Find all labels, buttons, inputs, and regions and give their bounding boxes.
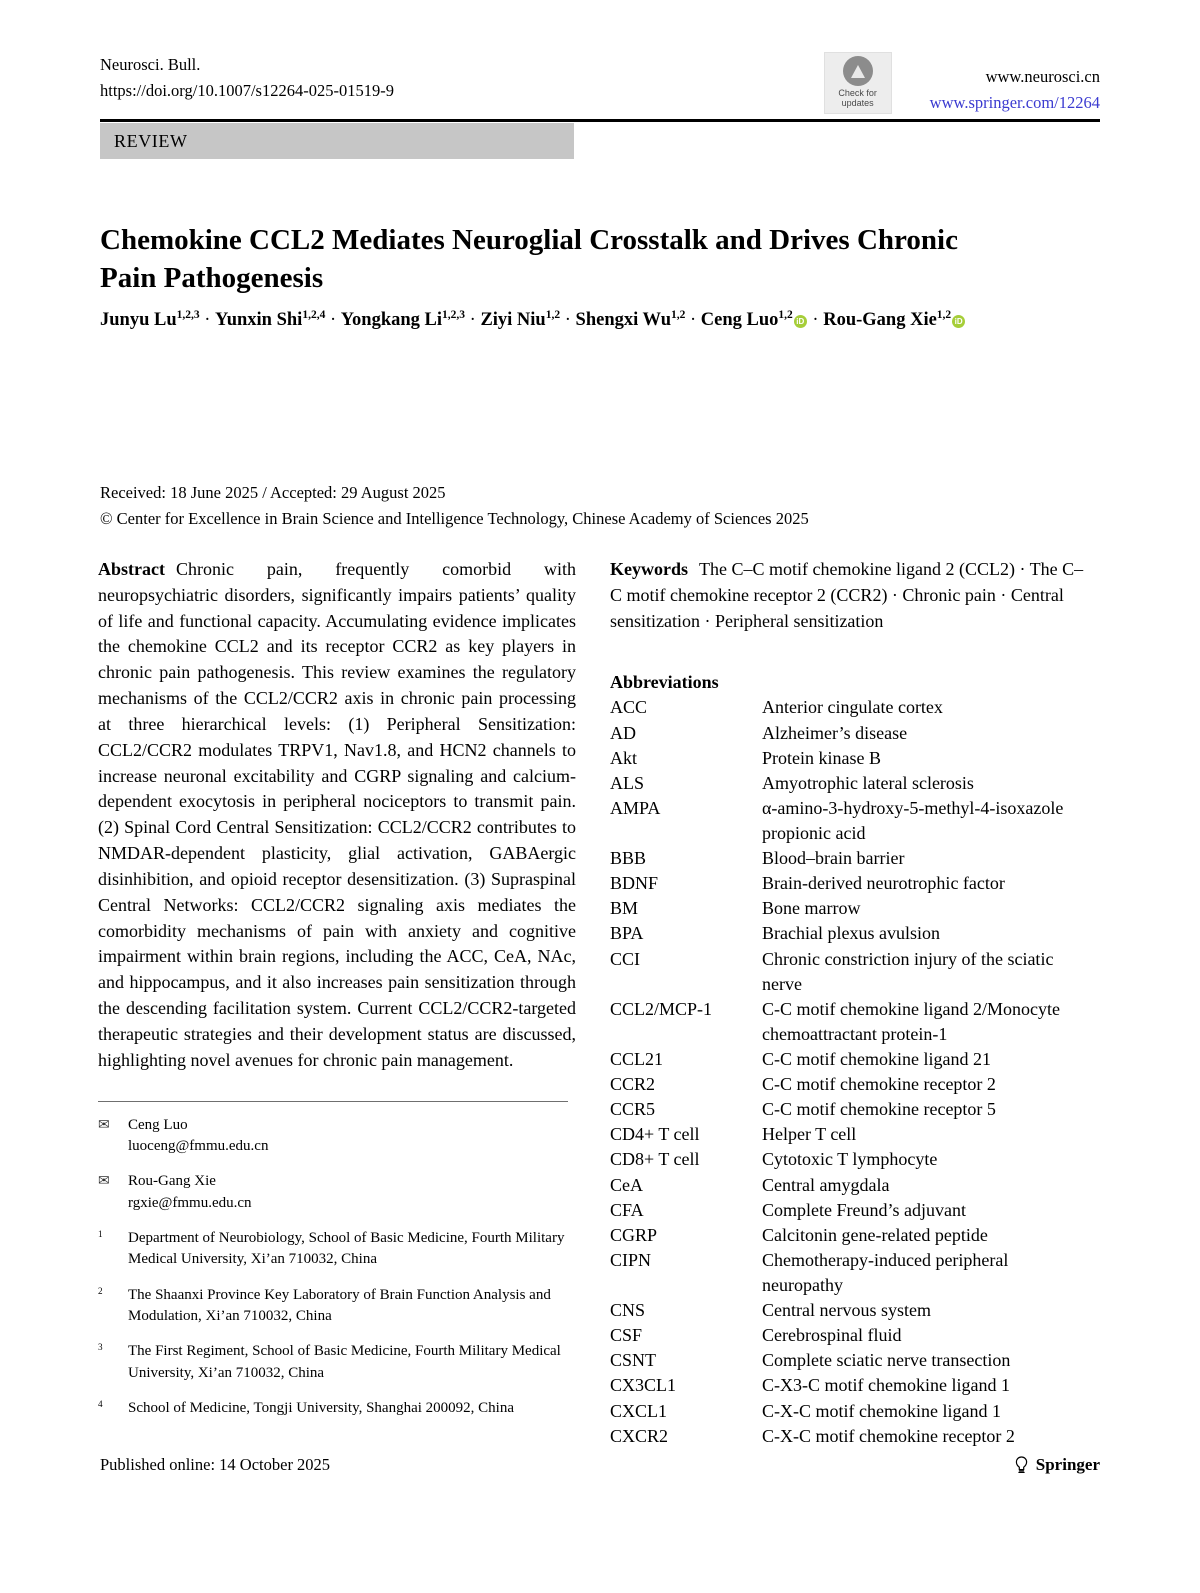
abbreviation-term: CGRP bbox=[610, 1224, 658, 1245]
abbreviation-row bbox=[610, 947, 1090, 997]
abbreviation-row bbox=[610, 1323, 1090, 1348]
abbreviation-definition: C-C motif chemokine ligand 2/Monocyte chemoattractant protein-1 bbox=[762, 998, 1060, 1044]
crossmark-line2: updates bbox=[841, 98, 874, 109]
author-affiliation-marker: 1,2 bbox=[778, 308, 793, 321]
affiliation-list bbox=[98, 1228, 576, 1419]
check-for-updates-label bbox=[838, 88, 877, 108]
abbreviation-term: CSNT bbox=[610, 1350, 657, 1371]
author-name: Yongkang Li bbox=[340, 310, 443, 330]
article-type-banner bbox=[100, 123, 574, 159]
abbreviation-row bbox=[610, 1298, 1090, 1323]
abbreviation-term: CCL21 bbox=[610, 1049, 664, 1070]
correspondence-item bbox=[98, 1115, 576, 1158]
abbreviation-definition: C-X3-C motif chemokine ligand 1 bbox=[762, 1375, 1010, 1396]
affiliation-item bbox=[98, 1285, 576, 1328]
abbreviation-row bbox=[610, 1248, 1090, 1298]
abbreviation-definition: Cerebrospinal fluid bbox=[762, 1325, 902, 1346]
abbreviation-term: CCI bbox=[610, 948, 641, 969]
author-list bbox=[100, 306, 980, 334]
correspondence-divider bbox=[98, 1101, 568, 1102]
correspondence-body bbox=[128, 1171, 576, 1214]
keywords-text: The C–C motif chemokine ligand 2 (CCL2) · The C–C motif chemokine receptor 2 (CCR2) · Chronic pain · Central sensitization · Peripheral sensitization bbox=[610, 559, 1084, 631]
author-separator: · bbox=[560, 310, 576, 330]
abbreviation-row bbox=[610, 871, 1090, 896]
affiliation-item bbox=[98, 1341, 576, 1384]
abbreviation-term: CCR2 bbox=[610, 1074, 656, 1095]
abbreviation-term: CFA bbox=[610, 1199, 644, 1220]
author-name: Ziyi Niu bbox=[480, 310, 546, 330]
affiliation-text: The First Regiment, School of Basic Medicine, Fourth Military Medical University, Xi’an 710032, China bbox=[128, 1343, 561, 1381]
author-name: Ceng Luo bbox=[700, 310, 779, 330]
abstract-section bbox=[98, 557, 576, 1074]
abbreviation-row bbox=[610, 921, 1090, 946]
abbreviation-definition: C-C motif chemokine receptor 5 bbox=[762, 1099, 996, 1120]
corresponding-author-name: Ceng Luo bbox=[128, 1116, 188, 1133]
abbreviation-definition: Calcitonin gene-related peptide bbox=[762, 1224, 988, 1245]
abbreviation-term: CCL2/MCP-1 bbox=[610, 998, 713, 1019]
abbreviation-row bbox=[610, 997, 1090, 1047]
abbreviation-row bbox=[610, 1223, 1090, 1248]
abbreviation-definition: Alzheimer’s disease bbox=[762, 722, 908, 743]
abbreviation-definition: Helper T cell bbox=[762, 1124, 857, 1145]
crossmark-line1: Check for bbox=[838, 88, 877, 98]
abbreviation-term: CXCL1 bbox=[610, 1400, 668, 1421]
abbreviation-term: CNS bbox=[610, 1300, 646, 1321]
abbreviation-term: Akt bbox=[610, 747, 637, 768]
affiliation-text: The Shaanxi Province Key Laboratory of Brain Function Analysis and Modulation, Xi’an 710032, China bbox=[128, 1286, 551, 1324]
published-online-date: Published online: 14 October 2025 bbox=[100, 1455, 331, 1474]
affiliation-item bbox=[98, 1228, 576, 1271]
author-separator: · bbox=[685, 310, 701, 330]
abbreviations-table bbox=[610, 695, 1090, 1448]
abbreviation-definition: C-C motif chemokine ligand 21 bbox=[762, 1049, 991, 1070]
corresponding-author-email[interactable]: rgxie@fmmu.edu.cn bbox=[128, 1194, 252, 1211]
article-type-label: REVIEW bbox=[114, 130, 188, 151]
abbreviation-definition: Central amygdala bbox=[762, 1174, 890, 1195]
abbreviation-row bbox=[610, 746, 1090, 771]
abbreviation-row bbox=[610, 721, 1090, 746]
abbreviation-row bbox=[610, 1173, 1090, 1198]
abbreviation-term: ALS bbox=[610, 772, 645, 793]
keywords-label: Keywords bbox=[610, 559, 688, 579]
publisher-website-link[interactable]: www.springer.com/12264 bbox=[929, 92, 1100, 112]
abbreviation-term: AMPA bbox=[610, 797, 661, 818]
correspondence-block bbox=[98, 1115, 576, 1214]
abbreviation-term: CeA bbox=[610, 1174, 643, 1195]
author-affiliation-marker: 1,2,3 bbox=[442, 308, 466, 321]
author-separator: · bbox=[199, 310, 216, 330]
abbreviation-definition: Cytotoxic T lymphocyte bbox=[762, 1149, 938, 1170]
abbreviation-row bbox=[610, 1097, 1090, 1122]
author-2 bbox=[215, 310, 325, 330]
abbreviation-definition: Chemotherapy-induced peripheral neuropathy bbox=[762, 1249, 1009, 1295]
abbreviation-definition: Complete Freund’s adjuvant bbox=[762, 1199, 966, 1220]
abbreviation-term: CX3CL1 bbox=[610, 1375, 677, 1396]
abbreviation-definition: Brain-derived neurotrophic factor bbox=[762, 873, 1005, 894]
springer-wordmark: Springer bbox=[1035, 1455, 1100, 1474]
author-5 bbox=[576, 310, 686, 330]
publication-dates bbox=[100, 480, 1000, 531]
article-doi[interactable]: https://doi.org/10.1007/s12264-025-01519-9 bbox=[100, 80, 394, 100]
check-for-updates-badge[interactable] bbox=[824, 52, 892, 114]
abbreviations-heading: Abbreviations bbox=[610, 672, 719, 693]
abbreviation-definition: Complete sciatic nerve transection bbox=[762, 1350, 1011, 1371]
abbreviation-term: CXCR2 bbox=[610, 1425, 669, 1446]
header-right-group bbox=[824, 52, 1100, 115]
author-name: Junyu Lu bbox=[100, 310, 177, 330]
affiliation-text: School of Medicine, Tongji University, Shanghai 200092, China bbox=[128, 1399, 514, 1416]
abbreviation-term: CD8+ T cell bbox=[610, 1149, 700, 1170]
abbreviation-term: BBB bbox=[610, 848, 647, 869]
orcid-icon[interactable]: iD bbox=[794, 315, 807, 328]
abstract-label: Abstract bbox=[98, 559, 165, 579]
abbreviation-definition: α-amino-3-hydroxy-5-methyl-4-isoxazole propionic acid bbox=[762, 797, 1064, 844]
abbreviation-definition: Blood–brain barrier bbox=[762, 848, 905, 869]
abbreviation-row bbox=[610, 1399, 1090, 1424]
springer-horse-icon bbox=[1013, 1455, 1030, 1475]
author-separator: · bbox=[325, 310, 341, 330]
abbreviation-term: ACC bbox=[610, 697, 648, 718]
abbreviation-row bbox=[610, 771, 1090, 796]
author-affiliation-marker: 1,2,3 bbox=[176, 308, 200, 321]
journal-identity bbox=[100, 52, 394, 103]
abstract-text: Chronic pain, frequently comorbid with neuropsychiatric disorders, significantly impairs patients’ quality of life and functional capacity. Accumulating evidence implicates the chemokine CCL2 and its receptor CCR2 as key players in chronic pain pathogenesis. This review examines the regulatory mechanisms of the CCL2/CCR2 axis in chronic pain processing at three hierarchical levels: (1) Peripheral Sensitization: CCL2/CCR2 modulates TRPV1, Nav1.8, and HCN2 channels to increase neuronal excitability and CGRP signaling and calcium-dependent exocytosis in peripheral nociceptors to transmit pain. (2) Spinal Cord Central Sensitization: CCL2/CCR2 contributes to NMDAR-dependent plasticity, glial activation, GABAergic disinhibition, and opioid receptor desensitization. (3) Supraspinal Central Networks: CCL2/CCR2 signaling axis mediates the comorbidity mechanisms of pain with anxiety and cognitive impairment within brain regions, including the ACC, CeA, NAc, and hippocampus, and it also increases pain sensitization through the descending facilitation system. Current CCL2/CCR2-targeted therapeutic strategies and their development status are discussed, highlighting novel avenues for chronic pain management. bbox=[98, 559, 576, 1070]
journal-name: Neurosci. Bull. bbox=[100, 55, 201, 74]
author-name: Shengxi Wu bbox=[575, 310, 671, 330]
abbreviation-row bbox=[610, 1373, 1090, 1398]
affiliation-number: 2 bbox=[98, 1285, 103, 1296]
correspondence-item bbox=[98, 1171, 576, 1214]
abbreviation-row bbox=[610, 1198, 1090, 1223]
abbreviation-row bbox=[610, 1072, 1090, 1097]
corresponding-author-name: Rou-Gang Xie bbox=[128, 1173, 216, 1190]
springer-logo bbox=[1013, 1455, 1100, 1475]
abbreviation-definition: Chronic constriction injury of the sciatic nerve bbox=[762, 948, 1054, 994]
abbreviation-row bbox=[610, 695, 1090, 720]
abbreviation-definition: Protein kinase B bbox=[762, 747, 881, 768]
abbreviation-term: CIPN bbox=[610, 1249, 652, 1270]
abbreviation-term: BPA bbox=[610, 923, 644, 944]
abbreviation-row bbox=[610, 1122, 1090, 1147]
affiliation-number: 1 bbox=[98, 1229, 103, 1240]
author-name: Rou-Gang Xie bbox=[823, 310, 937, 330]
header-weblinks bbox=[930, 52, 1100, 115]
abbreviation-row bbox=[610, 896, 1090, 921]
author-separator: · bbox=[465, 310, 481, 330]
page-header bbox=[100, 52, 1100, 115]
abbreviation-definition: C-C motif chemokine receptor 2 bbox=[762, 1074, 996, 1095]
copyright-line: © Center for Excellence in Brain Science and Intelligence Technology, Chinese Academy of Sciences 2025 bbox=[100, 508, 809, 528]
author-1 bbox=[100, 310, 200, 330]
abbreviation-row bbox=[610, 1047, 1090, 1072]
envelope-icon: ✉ bbox=[98, 1117, 110, 1133]
author-7 bbox=[823, 310, 966, 330]
abbreviation-definition: Anterior cingulate cortex bbox=[762, 697, 943, 718]
affiliation-number: 3 bbox=[98, 1342, 103, 1353]
author-4 bbox=[480, 310, 560, 330]
header-divider-rule bbox=[100, 119, 1100, 122]
abbreviation-term: BDNF bbox=[610, 873, 659, 894]
abbreviation-row bbox=[610, 796, 1090, 846]
abbreviation-definition: Bone marrow bbox=[762, 898, 861, 919]
abbreviation-term: CD4+ T cell bbox=[610, 1124, 700, 1145]
left-column bbox=[98, 557, 576, 1433]
abbreviation-row bbox=[610, 1424, 1090, 1449]
abbreviation-definition: Amyotrophic lateral sclerosis bbox=[762, 772, 974, 793]
abbreviation-term: CCR5 bbox=[610, 1099, 656, 1120]
author-affiliation-marker: 1,2 bbox=[545, 308, 561, 321]
author-affiliation-marker: 1,2 bbox=[671, 308, 686, 321]
abbreviation-definition: Central nervous system bbox=[762, 1300, 931, 1321]
abbreviation-row bbox=[610, 1147, 1090, 1172]
abbreviation-definition: C-X-C motif chemokine ligand 1 bbox=[762, 1400, 1001, 1421]
received-accepted-line: Received: 18 June 2025 / Accepted: 29 August 2025 bbox=[100, 483, 446, 502]
abbreviation-row bbox=[610, 1348, 1090, 1373]
orcid-icon[interactable]: iD bbox=[952, 315, 965, 328]
abbreviation-term: CSF bbox=[610, 1325, 643, 1346]
affiliation-item bbox=[98, 1398, 576, 1419]
author-6 bbox=[701, 310, 808, 330]
envelope-icon: ✉ bbox=[98, 1174, 110, 1190]
author-separator: · bbox=[807, 310, 824, 330]
affiliation-text: Department of Neurobiology, School of Basic Medicine, Fourth Military Medical University, Xi’an 710032, China bbox=[128, 1230, 565, 1268]
correspondence-body bbox=[128, 1115, 576, 1158]
author-name: Yunxin Shi bbox=[215, 310, 303, 330]
abbreviation-definition: Brachial plexus avulsion bbox=[762, 923, 940, 944]
abbreviation-term: BM bbox=[610, 898, 639, 919]
author-affiliation-marker: 1,2,4 bbox=[302, 308, 326, 321]
abbreviation-definition: C-X-C motif chemokine receptor 2 bbox=[762, 1425, 1015, 1446]
abbreviation-term: AD bbox=[610, 722, 636, 743]
affiliation-number: 4 bbox=[98, 1398, 103, 1409]
page-footer bbox=[100, 1455, 1100, 1475]
author-affiliation-marker: 1,2 bbox=[936, 308, 952, 321]
author-3 bbox=[341, 310, 465, 330]
journal-website-link[interactable]: www.neurosci.cn bbox=[985, 67, 1100, 86]
keywords-section bbox=[610, 557, 1090, 634]
abbreviation-row bbox=[610, 846, 1090, 871]
corresponding-author-email[interactable]: luoceng@fmmu.edu.cn bbox=[128, 1138, 269, 1155]
right-column bbox=[610, 557, 1090, 1449]
page-title: Chemokine CCL2 Mediates Neuroglial Crosstalk and Drives Chronic Pain Pathogenesis bbox=[100, 224, 958, 295]
crossmark-circle-icon bbox=[843, 56, 873, 86]
